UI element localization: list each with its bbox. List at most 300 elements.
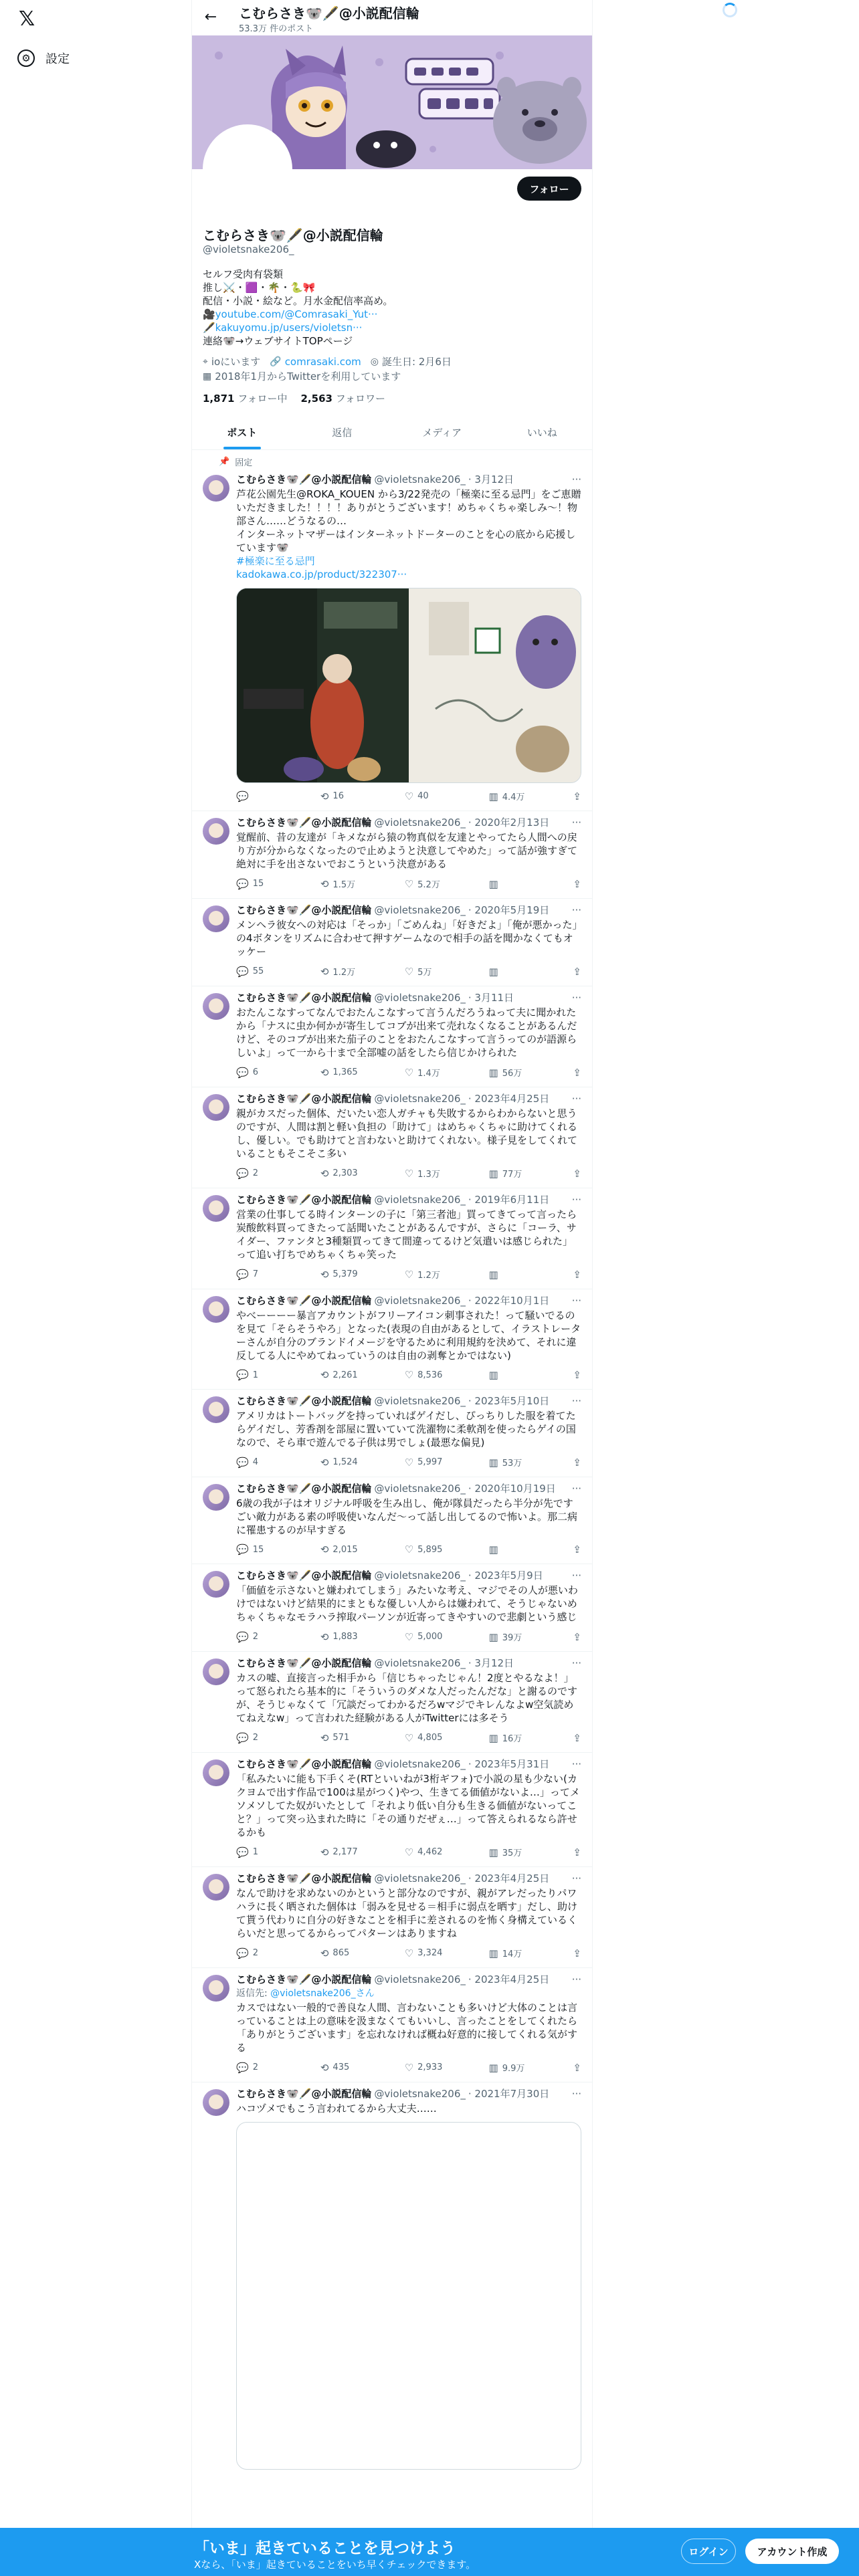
like-icon: ♡ [404,1456,414,1469]
retweet-button[interactable] [320,1167,387,1180]
media-photo-signed-page[interactable] [409,588,581,782]
tweet[interactable]: こむらさき🐨🖋️@小説配信輪 @violetsnake206_ · 2021年7月30日 ··· ハコヅメでもこう言われてるから大丈夫…… [192,2082,592,2478]
retweet-count: 1,365 [332,1067,358,1077]
retweet-count: 1,524 [332,1457,358,1467]
tweet-author-name[interactable]: こむらさき🐨🖋️@小説配信輪 [236,1295,372,1307]
retweet-icon: ⟲ [320,1456,329,1469]
reply-icon: 💬 [236,1369,249,1381]
tweet-avatar[interactable] [203,818,229,845]
tweet-feed [192,450,592,2478]
reply-icon: 💬 [236,1630,249,1643]
view-count: 35万 [502,1848,522,1858]
like-button[interactable] [405,1543,472,1555]
tweet-date[interactable]: · 2023年5月10日 [468,1395,550,1407]
share-button[interactable] [573,2061,581,2074]
like-button[interactable] [405,790,472,802]
tweet-author-name[interactable]: こむらさき🐨🖋️@小説配信輪 [236,904,372,916]
views-icon: ▥ [488,1066,498,1079]
tweet[interactable]: こむらさき🐨🖋️@小説配信輪 @violetsnake206_ · 2023年5月31日 ··· 「私みたいに能も下手くそ(RTといいねが3桁ギフォ)で小説の星も少ない(カクヨムで出す作品で100は星がつく)やつ、生きてる価値がないよ…」ってメソメソしてた奴がいたとして「それより低い自分も生きる価値がないってこと？」って突っ込まれた時に「その通りだぜぇ…」って答えられるなら許せるかも 💬 1 ⟲ 2,177 ♡ 4,462 ▥ 35万 ⇪ [192,1753,592,1867]
bio-kakuyomu-link[interactable]: 🖋️kakuyomu.jp/users/violetsn··· [203,322,363,334]
like-button[interactable] [405,1456,472,1469]
retweet-button[interactable] [320,965,387,978]
share-icon: ⇪ [573,1630,581,1643]
tweet-date[interactable]: · 3月11日 [468,992,514,1004]
retweet-button[interactable] [320,1543,387,1555]
retweet-icon: ⟲ [320,2061,329,2074]
like-count: 8,536 [417,1370,443,1380]
topbar-post-count: 53.3万 件のポスト [239,24,314,34]
reply-button[interactable] [236,1846,303,1858]
tweet-avatar[interactable] [203,1195,229,1222]
retweet-button[interactable] [320,1066,387,1079]
share-button[interactable] [573,1731,581,1744]
tweet-author-name[interactable]: こむらさき🐨🖋️@小説配信輪 [236,473,372,486]
retweet-icon: ⟲ [320,1731,329,1744]
retweet-button[interactable] [320,2061,387,2074]
tweet-actions [236,965,581,978]
like-count: 5,000 [417,1632,443,1642]
reply-button[interactable] [236,877,303,890]
follow-button[interactable]: フォロー [517,177,581,201]
like-icon: ♡ [404,877,414,890]
tweet-text: カスの嘘、直接言った相手から「信じちゃったじゃん！2度とやるなよ！」って怒られたら基本的に「そういうのダメな人だったんだな」と謝るのですが、そうじゃなくて「冗談だってわかるだろwマジでキレんなよw空気読めてねえなw」って言われた経験がある人がTwitterには多そう [236,1672,578,1724]
retweet-button[interactable] [320,1731,387,1744]
views-button[interactable] [489,790,556,802]
tweet-text: 「私みたいに能も下手くそ(RTといいねが3桁ギフォ)で小説の星も少ない(カクヨムで出す作品で100は星がつく)やつ、生きてる価値がないよ…」ってメソメソしてた奴がいたとして「それより低い自分も生きる価値がないってこと？」って突っ込まれた時に「その通りだぜぇ…」って答えられるなら許せるかも [236,1773,580,1838]
retweet-count: 435 [332,2062,350,2072]
tweet-date[interactable]: · 2020年5月19日 [468,904,550,916]
views-button[interactable] [489,2061,556,2074]
share-button[interactable] [573,1630,581,1643]
retweet-button[interactable] [320,1846,387,1858]
tweet-date[interactable]: · 2023年5月9日 [468,1570,543,1582]
reply-button[interactable] [236,1167,303,1180]
reply-icon: 💬 [236,1846,249,1858]
reply-button[interactable] [236,1947,303,1959]
tweet-actions [236,2061,581,2074]
tweet-text: 覚醒前、昔の友達が「キメながら猿の物真似を友達とやってたら人間への戻り方が分からなくなったので止めようと決意してやめた」って話が強すぎて絶対に手を出さないでおこうという決意がある [236,831,578,870]
location-icon: ⌖ [203,356,208,367]
tab-replies[interactable]: 返信 [332,426,353,439]
tweet-author-handle[interactable]: @violetsnake206_ [374,1092,466,1105]
tweet-actions [236,1731,581,1744]
tweet-author-name[interactable]: こむらさき🐨🖋️@小説配信輪 [236,1973,372,1985]
share-icon: ⇪ [573,1066,581,1079]
views-button[interactable] [489,1947,556,1959]
tweet-avatar[interactable] [203,1396,229,1423]
reply-icon: 💬 [236,1731,249,1744]
tweet-text: やべーーーー暴言アカウントがフリーアイコン刺事された！って騒いでるのを見て「そらそうやろ」となった(表現の自由があるとして、イラストレーターさんが自分のブランドイメージを守るために利用規約を決めて、それに違反してる人にやめてねっていうのは自由の剥奪とかではない) [236,1309,581,1362]
tweet-date[interactable]: · 2021年7月30日 [468,2088,550,2100]
media-photo-book-cover[interactable] [237,588,409,782]
views-button[interactable] [489,1630,556,1643]
tweet[interactable]: こむらさき🐨🖋️@小説配信輪 @violetsnake206_ · 3月12日 ··· 芦花公園先生@ROKA_KOUEN から3/22発売の「極楽に至る忌門」をご恵贈いただきました！！！！ありがとうございます！めちゃくちゃ楽しみ〜！物部さん……どうなるの… インターネットマザーはインターネットドーターのことを心の底から応援しています🐨 #極楽に至る忌門 kadokawa.co.jp/product/322307··· 💬 ⟲ 16 ♡ 40 ▥ 4.4万 ⇪ [192,468,592,811]
reply-icon: 💬 [236,1167,249,1180]
tweet-text-second: インターネットマザーはインターネットドーターのことを心の底から応援しています🐨 [236,528,576,554]
views-icon: ▥ [488,1947,498,1959]
retweet-button[interactable] [320,790,387,802]
view-count: 39万 [502,1633,522,1643]
tab-likes[interactable]: いいね [527,426,557,439]
share-icon: ⇪ [573,1731,581,1744]
share-button[interactable] [573,877,581,890]
tweet-author-handle[interactable]: @violetsnake206_ [374,991,466,1004]
like-button[interactable] [405,2061,472,2074]
tweet-actions [236,1543,581,1555]
tweet-media[interactable] [236,588,581,783]
tweet-text: 6歳の我が子はオリジナル呼吸を生み出し、俺が隊員だったら半分が先です ごい敵力がある素の呼吸使いなんだ〜って話し出してるので怖いよ。那二病に罹患するのが早すぎる [236,1497,578,1536]
tweet-avatar[interactable] [203,2089,229,2116]
profile-birthday: 誕生日: 2月6日 [381,356,452,368]
retweet-count: 2,261 [332,1370,358,1380]
tweet-text: おたんこなすってなんでおたんこなすって言うんだろうねって夫に聞かれたから「ナスに虫か何かが寄生してコブが出来て売れなくなることがあるんだけど、そのコブが出来た茄子のことをおたんこなすって言うってのが語源らしいよ」って一から十まで全部嘘の話をしたら信じかけられた [236,1006,577,1059]
tweet-text: アメリカはトートバッグを持っていればゲイだし、ぴっちりした服を着てたらゲイだし、芳香剤を部屋に置いていて洗濯物に柔軟剤を使ったらゲイの国なので、そら車で遊んでる子供は男でしょ(最悪な偏見) [236,1410,576,1448]
reply-context-handle[interactable]: @violetsnake206_さん [270,1988,375,1999]
tweet-date[interactable]: · 2023年4月25日 [468,1973,550,1985]
retweet-button[interactable] [320,1630,387,1643]
reply-count: 2 [252,1948,258,1958]
reply-button[interactable] [236,1456,303,1469]
like-icon: ♡ [404,1731,414,1744]
views-icon: ▥ [488,1731,498,1744]
tweet-author-handle[interactable]: @violetsnake206_ [374,1973,466,1985]
retweet-count: 1,883 [332,1632,358,1642]
like-button[interactable] [405,965,472,978]
tweet-actions [236,1066,581,1079]
like-button[interactable] [405,1268,472,1281]
tweet[interactable]: こむらさき🐨🖋️@小説配信輪 @violetsnake206_ · 3月11日 ··· おたんこなすってなんでおたんこなすって言うんだろうねって夫に聞かれたから「ナスに虫か何かが寄生してコブが出来て売れなくなることがあるんだけど、そのコブが出来た茄子のことをおたんこなすって言うってのが語源らしいよ」って一から十まで全部嘘の話をしたら信じかけられた 💬 6 ⟲ 1,365 ♡ 1.4万 ▥ 56万 ⇪ [192,986,592,1087]
tweet[interactable]: こむらさき🐨🖋️@小説配信輪 @violetsnake206_ · 2019年6月11日 ··· 営業の仕事してる時インターンの子に「第三者池」買ってきてって言ったら炭酸飲料買ってきたって話聞いたことがあるんですが、さらに「コーラ、サイダー、ファンタと3種類買ってきて間違ってるけど気遣いは感じられた」って追い打ちでめちゃくちゃ笑った 💬 7 ⟲ 5,379 ♡ 1.2万 ▥ ⇪ [192,1188,592,1289]
views-button[interactable] [489,1731,556,1744]
share-icon: ⇪ [573,877,581,890]
reply-button[interactable] [236,1268,303,1281]
tweet-author-handle[interactable]: @violetsnake206_ [374,1656,466,1669]
share-button[interactable] [573,1543,581,1555]
tweet-author-handle[interactable]: @violetsnake206_ [374,1294,466,1307]
tweet-author-handle[interactable]: @violetsnake206_ [374,816,466,829]
retweet-icon: ⟲ [320,1167,329,1180]
tab-posts[interactable]: ポスト [192,415,292,449]
like-count: 5万 [417,968,432,978]
tweet-actions [236,1167,581,1180]
tweet-date[interactable]: · 2020年2月13日 [468,817,550,829]
like-button[interactable] [405,1066,472,1079]
share-icon: ⇪ [573,1456,581,1469]
retweet-icon: ⟲ [320,790,329,802]
gear-icon: ⚙ [17,49,35,67]
retweet-count: 571 [332,1733,350,1743]
signup-banner [0,2528,859,2576]
retweet-button[interactable] [320,1268,387,1281]
tweet-link[interactable]: kadokawa.co.jp/product/322307··· [236,568,407,580]
like-button[interactable] [405,1630,472,1643]
tweet-author-handle[interactable]: @violetsnake206_ [374,1482,466,1495]
retweet-count: 2,015 [332,1544,358,1555]
views-icon: ▥ [488,1543,498,1555]
reply-count: 15 [252,879,264,889]
tweet-hashtag[interactable]: #極楽に至る忌門 [236,555,315,567]
bio-line: 配信・小説・絵など。月水金配信率高め。 [203,295,393,307]
reply-icon: 💬 [236,1268,249,1281]
tweet-date[interactable]: · 2019年6月11日 [468,1194,550,1206]
profile-location: ioにいます [211,356,261,368]
tweet-author-handle[interactable]: @violetsnake206_ [374,1757,466,1770]
share-icon: ⇪ [573,965,581,978]
x-logo[interactable]: 𝕏 [19,7,35,31]
tweet-avatar[interactable] [203,1658,229,1685]
views-button[interactable] [489,1543,556,1555]
views-icon: ▥ [488,877,498,890]
calendar-icon: ▦ [203,371,212,382]
following-count: 1,871 [203,393,235,405]
view-count: 77万 [502,1170,522,1180]
tweet-author-handle[interactable]: @violetsnake206_ [374,1872,466,1885]
views-icon: ▥ [488,965,498,978]
tweet-avatar[interactable] [203,1759,229,1786]
like-count: 40 [417,791,429,801]
tweet[interactable]: こむらさき🐨🖋️@小説配信輪 @violetsnake206_ · 2023年4月25日 ··· 親がカスだった個体、だいたい恋人ガチャも失敗するからわからないと思うのですが、人間は割と軽い負担の「助けて」はめちゃくちゃに助けてくれるし、優しい。でも助けてと言わないと助けてくれない。様子見をしてくれていることもそこそこ多い 💬 2 ⟲ 2,303 ♡ 1.3万 ▥ 77万 ⇪ [192,1087,592,1188]
bio-line: セルフ受肉有袋類 [203,268,284,280]
share-icon: ⇪ [573,1947,581,1959]
avatar-art [205,127,290,211]
retweet-icon: ⟲ [320,877,329,890]
profile-tabs [192,415,592,450]
like-icon: ♡ [404,1846,414,1858]
share-button[interactable] [573,1066,581,1079]
like-icon: ♡ [404,1268,414,1281]
views-button[interactable] [489,1456,556,1469]
views-icon: ▥ [488,790,498,802]
like-count: 2,933 [417,2062,443,2072]
tweet-author-name[interactable]: こむらさき🐨🖋️@小説配信輪 [236,817,372,829]
tweet-avatar[interactable] [203,905,229,932]
share-icon: ⇪ [573,1167,581,1180]
tweet-avatar[interactable] [203,993,229,1020]
reply-button[interactable] [236,1543,303,1555]
reply-icon: 💬 [236,965,249,978]
share-button[interactable] [573,790,581,802]
following-link[interactable] [203,391,288,405]
view-count: 16万 [502,1734,522,1744]
tweet-avatar[interactable] [203,1571,229,1598]
tweet-avatar[interactable] [203,1094,229,1121]
tweet-author-name[interactable]: こむらさき🐨🖋️@小説配信輪 [236,1395,372,1407]
tweet[interactable]: こむらさき🐨🖋️@小説配信輪 @violetsnake206_ · 3月12日 ··· カスの嘘、直接言った相手から「信じちゃったじゃん！2度とやるなよ！」って怒られたら基本的に「そういうのダメな人だったんだな」と謝るのですが、そうじゃなくて「冗談だってわかるだろwマジでキレんなよw空気読めてねえなw」って言われた経験がある人がTwitterには多そう 💬 2 ⟲ 571 ♡ 4,805 ▥ 16万 ⇪ [192,1652,592,1753]
views-icon: ▥ [488,1630,498,1643]
like-icon: ♡ [404,1369,414,1381]
tweet-author-handle[interactable]: @violetsnake206_ [374,1193,466,1206]
tweet-actions [236,1268,581,1281]
reply-context-label: 返信先: [236,1988,268,1999]
share-icon: ⇪ [573,2061,581,2074]
views-button[interactable] [489,1846,556,1858]
nav-settings-label: 設定 [45,52,70,66]
topbar-name: こむらさき🐨🖋️@小説配信輪 [239,5,419,21]
tweet-actions [236,1456,581,1469]
like-count: 1.3万 [417,1170,440,1180]
tweet-author-name[interactable]: こむらさき🐨🖋️@小説配信輪 [236,1483,372,1495]
profile-bio [203,267,577,348]
share-button[interactable] [573,1268,581,1281]
tweet-avatar[interactable] [203,1975,229,2002]
tweet-author-name[interactable]: こむらさき🐨🖋️@小説配信輪 [236,1657,372,1669]
share-button[interactable] [573,1456,581,1469]
signup-button[interactable]: アカウント作成 [745,2539,839,2564]
share-icon: ⇪ [573,790,581,802]
followers-count: 2,563 [300,393,332,405]
nav-settings[interactable] [17,47,70,70]
tweet-date[interactable]: · 2022年10月1日 [468,1295,550,1307]
retweet-button[interactable] [320,1947,387,1959]
tweet-date[interactable]: · 3月12日 [468,473,514,486]
reply-icon: 💬 [236,1947,249,1959]
tweet-author-handle[interactable]: @violetsnake206_ [374,473,466,486]
tweet-author-name[interactable]: こむらさき🐨🖋️@小説配信輪 [236,1872,372,1885]
tweet[interactable]: こむらさき🐨🖋️@小説配信輪 @violetsnake206_ · 2020年5月19日 ··· メンヘラ彼女への対応は「そっか」「ごめんね」「好きだよ」「俺が悪かった」の4ボタンをリズムに合わせて押すゲームなので相手の話を聞かなくてもオッケー 💬 55 ⟲ 1.2万 ♡ 5万 ▥ ⇪ [192,899,592,986]
profile-handle: @violetsnake206_ [203,243,294,255]
like-button[interactable] [405,1731,472,1744]
reply-button[interactable] [236,1369,303,1381]
views-button[interactable] [489,965,556,978]
tweet-author-name[interactable]: こむらさき🐨🖋️@小説配信輪 [236,1570,372,1582]
tweet-text: なんで助けを求めないのかというと部分なのですが、親がアレだったりパワハラに長く晒された個体は「弱みを見せる＝相手に弱点を晒す」だし、助けて貰う代わりに自分の好きなことを相手に差されるのを怖く身構えているくらいだと思ってるからってパターンはありますね [236,1887,578,1939]
tweet-date[interactable]: · 2023年4月25日 [468,1872,550,1885]
reply-button[interactable] [236,965,303,978]
retweet-icon: ⟲ [320,1066,329,1079]
loading-spinner [723,3,737,17]
reply-count: 2 [252,1632,258,1642]
tweet-avatar[interactable] [203,1874,229,1901]
reply-button[interactable] [236,2061,303,2074]
tweet[interactable]: こむらさき🐨🖋️@小説配信輪 @violetsnake206_ · 2023年4月25日 ··· なんで助けを求めないのかというと部分なのですが、親がアレだったりパワハラに長く晒された個体は「弱みを見せる＝相手に弱点を晒す」だし、助けて貰う代わりに自分の好きなことを相手に差されるのを怖く身構えているくらいだと思ってるからってパターンはありますね 💬 2 ⟲ 865 ♡ 3,324 ▥ 14万 ⇪ [192,1867,592,1968]
tweet-date[interactable]: · 2020年10月19日 [468,1483,556,1495]
tweet-author-handle[interactable]: @violetsnake206_ [374,1394,466,1407]
tweet-text: 「価値を示さないと嫌われてしまう」みたいな考え、マジでその人が悪いわけではないけど結果的にまともな優しい人からは嫌われて、そうじゃないめちゃくちゃなモラハラ搾取パーソンが近寄ってきやすいので悲劇という感じ [236,1584,578,1623]
like-button[interactable] [405,1846,472,1858]
views-icon: ▥ [488,1456,498,1469]
reply-button[interactable] [236,790,303,802]
share-button[interactable] [573,1369,581,1381]
retweet-button[interactable] [320,1456,387,1469]
tweet-avatar[interactable] [203,475,229,502]
tweet-actions [236,1630,581,1643]
tweet-date[interactable]: · 2023年4月25日 [468,1093,550,1105]
like-button[interactable] [405,877,472,890]
views-icon: ▥ [488,1167,498,1180]
like-count: 1.4万 [417,1069,440,1079]
like-icon: ♡ [404,1630,414,1643]
tweet[interactable]: こむらさき🐨🖋️@小説配信輪 @violetsnake206_ · 2022年10月1日 ··· やべーーーー暴言アカウントがフリーアイコン刺事された！って騒いでるのを見て「そらそうやろ」となった(表現の自由があるとして、イラストレーターさんが自分のブランドイメージを守るために利用規約を決めて、それに違反してる人にやめてねっていうのは自由の剥奪とかではない) 💬 1 ⟲ 2,261 ♡ 8,536 ▥ ⇪ [192,1289,592,1390]
retweet-button[interactable] [320,1369,387,1381]
like-count: 3,324 [417,1948,443,1958]
like-button[interactable] [405,1369,472,1381]
like-icon: ♡ [404,2061,414,2074]
views-button[interactable] [489,1066,556,1079]
reply-button[interactable] [236,1630,303,1643]
like-button[interactable] [405,1167,472,1180]
share-icon: ⇪ [573,1268,581,1281]
profile-website[interactable]: comrasaki.com [284,356,361,368]
tweet[interactable]: こむらさき🐨🖋️@小説配信輪 @violetsnake206_ · 2020年10月19日 ··· 6歳の我が子はオリジナル呼吸を生み出し、俺が隊員だったら半分が先です ごい敵力がある素の呼吸使いなんだ〜って話し出してるので怖いよ。那二病に罹患するのが早すぎる 💬 15 ⟲ 2,015 ♡ 5,895 ▥ ⇪ [192,1477,592,1564]
followers-label: フォロワー [335,393,385,405]
reply-icon: 💬 [236,2061,249,2074]
followers-link[interactable] [301,391,386,405]
tweet-author-name[interactable]: こむらさき🐨🖋️@小説配信輪 [236,992,372,1004]
share-icon: ⇪ [573,1369,581,1381]
tweet-avatar[interactable] [203,1484,229,1511]
share-button[interactable] [573,1167,581,1180]
views-icon: ▥ [488,2061,498,2074]
tweet[interactable]: こむらさき🐨🖋️@小説配信輪 @violetsnake206_ · 2023年4月25日 ··· 返信先: @violetsnake206_さん カスではない一般的で善良な人間、言わないことも多いけど大体のことは言っていることは上の意味を汲まなくてもいいし、言ったことをしてくれたら「ありがとうございます」を忘れなければ概ね好意的に接してくれる気がする 💬 2 ⟲ 435 ♡ 2,933 ▥ 9.9万 ⇪ [192,1968,592,2082]
signup-banner-title: 「いま」起きていることを見つけよう [194,2540,456,2557]
like-count: 5.2万 [417,880,440,890]
like-icon: ♡ [404,1543,414,1555]
tweet-author-handle[interactable]: @violetsnake206_ [374,903,466,916]
tweet-text-main: 芦花公園先生@ROKA_KOUEN から3/22発売の「極楽に至る忌門」をご恵贈いただきました！！！！ありがとうございます！めちゃくちゃ楽しみ〜！物部さん……どうなるの… [236,488,581,527]
tweet[interactable]: こむらさき🐨🖋️@小説配信輪 @violetsnake206_ · 2023年5月9日 ··· 「価値を示さないと嫌われてしまう」みたいな考え、マジでその人が悪いわけではないけど結果的にまともな優しい人からは嫌われて、そうじゃないめちゃくちゃなモラハラ搾取パーソンが近寄ってきやすいので悲劇という感じ 💬 2 ⟲ 1,883 ♡ 5,000 ▥ 39万 ⇪ [192,1564,592,1652]
share-icon: ⇪ [573,1543,581,1555]
tweet-actions [236,790,581,802]
retweet-count: 1.2万 [332,968,356,978]
views-button[interactable] [489,1369,556,1381]
retweet-count: 1.5万 [332,880,356,890]
reply-button[interactable] [236,1066,303,1079]
tweet-author-name[interactable]: こむらさき🐨🖋️@小説配信輪 [236,1194,372,1206]
tweet-date[interactable]: · 3月12日 [468,1657,514,1669]
retweet-count: 2,177 [332,1847,358,1857]
view-count: 53万 [502,1459,522,1469]
view-count: 14万 [502,1949,522,1959]
profile-avatar[interactable] [203,124,292,214]
tab-media[interactable]: メディア [422,426,462,439]
share-button[interactable] [573,1846,581,1858]
retweet-count: 16 [332,791,344,801]
reply-count: 15 [252,1544,264,1555]
share-button[interactable] [573,965,581,978]
back-arrow-icon[interactable]: ← [204,9,217,25]
reply-count: 2 [252,1733,258,1743]
profile-topbar [192,0,592,35]
profile-column [191,0,593,2576]
like-count: 1.2万 [417,1271,440,1281]
share-button[interactable] [573,1947,581,1959]
tweet[interactable]: こむらさき🐨🖋️@小説配信輪 @violetsnake206_ · 2023年5月10日 ··· アメリカはトートバッグを持っていればゲイだし、ぴっちりした服を着てたらゲイだし、芳香剤を部屋に置いていて洗濯物に柔軟剤を使ったらゲイの国なので、そら車で遊んでる子供は男でしょ(最悪な偏見) 💬 4 ⟲ 1,524 ♡ 5,997 ▥ 53万 ⇪ [192,1390,592,1477]
tweet-media-loading[interactable] [236,2122,581,2470]
reply-button[interactable] [236,1731,303,1744]
tweet-author-handle[interactable]: @violetsnake206_ [374,1569,466,1582]
tweet-avatar[interactable] [203,1296,229,1323]
login-button[interactable]: ログイン [681,2539,736,2564]
like-icon: ♡ [404,1167,414,1180]
views-button[interactable] [489,1268,556,1281]
tweet[interactable]: こむらさき🐨🖋️@小説配信輪 @violetsnake206_ · 2020年2月13日 ··· 覚醒前、昔の友達が「キメながら猿の物真似を友達とやってたら人間への戻り方が分からなくなったので止めようと決意してやめた」って話が強すぎて絶対に手を出さないでおこうという決意がある 💬 15 ⟲ 1.5万 ♡ 5.2万 ▥ ⇪ [192,811,592,899]
signed-page-art [409,588,581,782]
bio-youtube-link[interactable]: 🎥youtube.com/@Comrasaki_Yut··· [203,308,378,320]
tweet-author-name[interactable]: こむらさき🐨🖋️@小説配信輪 [236,1758,372,1770]
tweet-actions [236,877,581,890]
views-button[interactable] [489,877,556,890]
views-button[interactable] [489,1167,556,1180]
reply-count: 7 [252,1269,258,1279]
retweet-button[interactable] [320,877,387,890]
tweet-author-name[interactable]: こむらさき🐨🖋️@小説配信輪 [236,2088,372,2100]
tweet-text: 親がカスだった個体、だいたい恋人ガチャも失敗するからわからないと思うのですが、人間は割と軽い負担の「助けて」はめちゃくちゃに助けてくれるし、優しい。でも助けてと言わないと助けてくれない。様子見をしてくれていることもそこそこ多い [236,1107,578,1160]
tweet-date[interactable]: · 2023年5月31日 [468,1758,550,1770]
retweet-icon: ⟲ [320,1947,329,1959]
like-button[interactable] [405,1947,472,1959]
tweet-author-name[interactable]: こむらさき🐨🖋️@小説配信輪 [236,1093,372,1105]
tweet-author-handle[interactable]: @violetsnake206_ [374,2087,466,2100]
